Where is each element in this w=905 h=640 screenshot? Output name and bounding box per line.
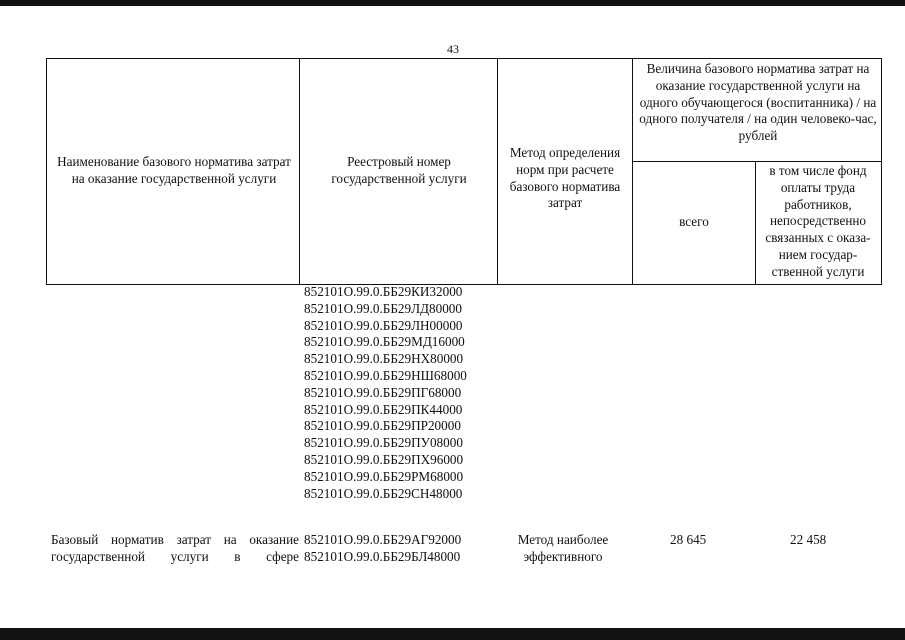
table-left-border [46, 58, 47, 285]
col-divider-2 [497, 58, 498, 285]
header-registry-cell: Реестровый номер государственной услуги [331, 154, 467, 186]
registry-code: 852101О.99.0.ББ29ПХ96000 [304, 451, 464, 467]
registry-code: 852101О.99.0.ББ29МД16000 [304, 334, 465, 350]
header-name-cell: Наименование базового норматива затрат на оказание государственной услуги [57, 154, 291, 186]
registry-code: 852101О.99.0.ББ29РМ68000 [304, 468, 464, 484]
header-method-cell: Метод определения норм при расчете базового норматива затрат [509, 145, 621, 211]
registry-code: 852101О.99.0.ББ29ПР20000 [304, 418, 461, 434]
col-divider-1 [299, 58, 300, 285]
registry-code: 852101О.99.0.ББ29КИ32000 [304, 284, 463, 299]
row-name-line: государственной услуги в сфере [51, 548, 299, 564]
registry-code: 852101О.99.0.ББ29ЛН00000 [304, 317, 463, 333]
row-registry-cell [304, 532, 461, 566]
scan-border-bottom [0, 628, 905, 640]
value-group-divider [632, 161, 882, 162]
registry-code: 852101О.99.0.ББ29ЛД80000 [304, 300, 462, 316]
col-divider-4 [755, 161, 756, 285]
registry-code: 852101О.99.0.ББ29СН48000 [304, 485, 463, 501]
scan-border-top [0, 0, 905, 6]
registry-code: 852101О.99.0.ББ29НХ80000 [304, 351, 464, 367]
table-top-border [46, 58, 882, 59]
header-value-group-cell: Величина базового норматива затрат на оказание государственной услуги на одного обучающегося (воспитанника) / на одного получателя / на один человеко-час, рублей [639, 61, 877, 144]
row-name-line: Базовый норматив затрат на оказание [51, 532, 299, 547]
row-method-cell [500, 532, 626, 566]
row-wage-value: 22 458 [790, 532, 827, 547]
registry-code: 852101О.99.0.ББ29НШ68000 [304, 367, 467, 383]
row-method-line: эффективного [523, 548, 603, 564]
header-wage-cell: в том числе фонд оплаты труда работников, непосредственно связанных с оказа-нием государ-ственной услуги [765, 163, 871, 279]
registry-code: 852101О.99.0.ББ29АГ92000 [304, 532, 462, 547]
registry-code: 852101О.99.0.ББ29БЛ48000 [304, 548, 461, 564]
row-total-value: 28 645 [670, 532, 707, 547]
col-divider-3 [632, 58, 633, 285]
registry-code: 852101О.99.0.ББ29ПК44000 [304, 401, 463, 417]
row-name-cell [51, 532, 299, 566]
page-number: 43 [447, 42, 459, 56]
header-total-cell: всего [679, 214, 709, 229]
row-method-line: Метод наиболее [517, 532, 609, 547]
registry-code: 852101О.99.0.ББ29ПУ08000 [304, 435, 463, 451]
table-right-border [881, 58, 882, 285]
registry-code: 852101О.99.0.ББ29ПГ68000 [304, 384, 462, 400]
registry-codes-list [304, 284, 467, 502]
